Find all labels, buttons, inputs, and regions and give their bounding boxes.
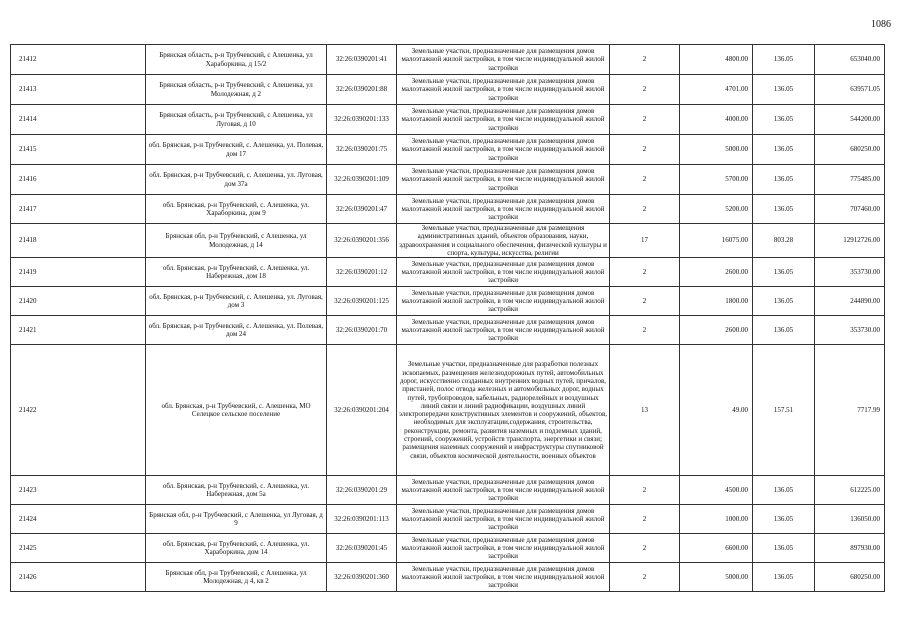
land-purpose-cell: Земельные участки, предназначенные для размещения домов малоэтажной жилой застройки, в том числе индивидуальной жилой застройки xyxy=(397,476,610,505)
unit-price-cell: 136.05 xyxy=(753,165,815,195)
land-purpose-cell: Земельные участки, предназначенные для размещения домов малоэтажной жилой застройки, в том числе индивидуальной жилой застройки xyxy=(397,287,610,316)
table-row xyxy=(11,287,885,316)
address-cell: обл. Брянская, р-н Трубчевский, с. Алешенка, ул. Полевая, дом 17 xyxy=(146,135,327,165)
cadastral-value-cell: 680250.00 xyxy=(815,563,885,592)
purpose-code-cell: 17 xyxy=(610,224,680,258)
address-cell: Брянская область, р-н Трубчевский, с Алешенка, ул Хараборкина, д 15/2 xyxy=(146,45,327,75)
table-row xyxy=(11,135,885,165)
purpose-code-cell: 2 xyxy=(610,534,680,563)
row-id: 21419 xyxy=(11,258,146,287)
unit-price-cell: 136.05 xyxy=(753,287,815,316)
row-id: 21416 xyxy=(11,165,146,195)
area-cell: 4800.00 xyxy=(680,45,753,75)
table-row xyxy=(11,45,885,75)
purpose-code-cell: 2 xyxy=(610,563,680,592)
table-row xyxy=(11,75,885,105)
purpose-code-cell: 2 xyxy=(610,165,680,195)
address-cell: Брянская обл, р-н Трубчевский, с Алешенка, ул Молодежная, д 14 xyxy=(146,224,327,258)
row-id: 21417 xyxy=(11,195,146,224)
purpose-code-cell: 2 xyxy=(610,287,680,316)
area-cell: 5700.00 xyxy=(680,165,753,195)
unit-price-cell: 136.05 xyxy=(753,75,815,105)
purpose-code-cell: 2 xyxy=(610,75,680,105)
table-row xyxy=(11,476,885,505)
table-row xyxy=(11,316,885,345)
land-purpose-cell: Земельные участки, предназначенные для размещения домов малоэтажной жилой застройки, в том числе индивидуальной жилой застройки xyxy=(397,316,610,345)
purpose-code-cell: 2 xyxy=(610,505,680,534)
land-purpose-cell: Земельные участки, предназначенные для размещения домов малоэтажной жилой застройки, в том числе индивидуальной жилой застройки xyxy=(397,105,610,135)
cadastral-value-cell: 653040.00 xyxy=(815,45,885,75)
cadastral-number-cell: 32:26:0390201:204 xyxy=(327,345,397,476)
address-cell: обл. Брянская, р-н Трубчевский, с. Алешенка, ул. Набережная, дом 18 xyxy=(146,258,327,287)
address-cell: обл. Брянская, р-н Трубчевский, с. Алешенка, ул. Хараборкина, дом 14 xyxy=(146,534,327,563)
table-row xyxy=(11,505,885,534)
table-row xyxy=(11,563,885,592)
area-cell: 4500.00 xyxy=(680,476,753,505)
area-cell: 1000.00 xyxy=(680,505,753,534)
cadastral-value-cell: 707460.00 xyxy=(815,195,885,224)
address-cell: Брянская обл, р-н Трубчевский, с Алешенка, ул Молодежная, д 4, кв 2 xyxy=(146,563,327,592)
land-purpose-cell: Земельные участки, предназначенные для разработки полезных ископаемых, размещения железнодорожных путей, автомобильных дорог, искусственно созданных внутренних водных путей, причалов, пристаней, полос отвода железных и автомобильных дорог, водных путей, трубопроводов, кабельных, радиорелейных и воздушных линий связи и линий радиофикации, воздушных линий электропередачи конструктивных элементов и сооружений, объектов, необходимых для эксплуатации,содержания, строительства, реконструкции, ремонта, развития наземных и подземных зданий, строений, сооружений, устройств транспорта, энергетики и связи; размещения наземных сооружений и инфраструктуры спутниковой связи, объектов космической деятельности, военных объектов xyxy=(397,345,610,476)
purpose-code-cell: 2 xyxy=(610,316,680,345)
cadastral-number-cell: 32:26:0390201:133 xyxy=(327,105,397,135)
land-purpose-cell: Земельные участки, предназначенные для размещения домов малоэтажной жилой застройки, в том числе индивидуальной жилой застройки xyxy=(397,534,610,563)
address-cell: обл. Брянская, р-н Трубчевский, с. Алешенка, ул. Луговая, дом 3 xyxy=(146,287,327,316)
unit-price-cell: 136.05 xyxy=(753,105,815,135)
land-purpose-cell: Земельные участки, предназначенные для размещения домов малоэтажной жилой застройки, в том числе индивидуальной жилой застройки xyxy=(397,75,610,105)
table-row xyxy=(11,534,885,563)
purpose-code-cell: 2 xyxy=(610,258,680,287)
row-id: 21414 xyxy=(11,105,146,135)
row-id: 21412 xyxy=(11,45,146,75)
address-cell: обл. Брянская, р-н Трубчевский, с. Алешенка, ул. Луговая, дом 37а xyxy=(146,165,327,195)
area-cell: 16075.00 xyxy=(680,224,753,258)
cadastral-value-table xyxy=(10,44,885,592)
cadastral-value-cell: 136050.00 xyxy=(815,505,885,534)
purpose-code-cell: 2 xyxy=(610,476,680,505)
land-purpose-cell: Земельные участки, предназначенные для размещения домов малоэтажной жилой застройки, в том числе индивидуальной жилой застройки xyxy=(397,258,610,287)
area-cell: 6600.00 xyxy=(680,534,753,563)
purpose-code-cell: 13 xyxy=(610,345,680,476)
unit-price-cell: 136.05 xyxy=(753,45,815,75)
unit-price-cell: 136.05 xyxy=(753,135,815,165)
unit-price-cell: 136.05 xyxy=(753,195,815,224)
unit-price-cell: 136.05 xyxy=(753,563,815,592)
purpose-code-cell: 2 xyxy=(610,105,680,135)
table-row xyxy=(11,195,885,224)
cadastral-number-cell: 32:26:0390201:41 xyxy=(327,45,397,75)
unit-price-cell: 157.51 xyxy=(753,345,815,476)
cadastral-number-cell: 32:26:0390201:113 xyxy=(327,505,397,534)
cadastral-number-cell: 32:26:0390201:29 xyxy=(327,476,397,505)
address-cell: обл. Брянская, р-н Трубчевский, с. Алешенка, ул. Полевая, дом 24 xyxy=(146,316,327,345)
area-cell: 5200.00 xyxy=(680,195,753,224)
land-purpose-cell: Земельные участки, предназначенные для размещения домов малоэтажной жилой застройки, в том числе индивидуальной жилой застройки xyxy=(397,165,610,195)
address-cell: обл. Брянская, р-н Трубчевский, с. Алешенка, ул. Хараборкина, дом 9 xyxy=(146,195,327,224)
land-purpose-cell: Земельные участки, предназначенные для размещения домов малоэтажной жилой застройки, в том числе индивидуальной жилой застройки xyxy=(397,195,610,224)
area-cell: 1800.00 xyxy=(680,287,753,316)
cadastral-value-cell: 680250.00 xyxy=(815,135,885,165)
cadastral-value-cell: 775485.00 xyxy=(815,165,885,195)
cadastral-value-cell: 244890.00 xyxy=(815,287,885,316)
cadastral-value-cell: 639571.05 xyxy=(815,75,885,105)
row-id: 21423 xyxy=(11,476,146,505)
address-cell: Брянская обл, р-н Трубчевский, с Алешенка, ул Луговая, д 9 xyxy=(146,505,327,534)
cadastral-number-cell: 32:26:0390201:125 xyxy=(327,287,397,316)
cadastral-value-cell: 544200.00 xyxy=(815,105,885,135)
purpose-code-cell: 2 xyxy=(610,45,680,75)
cadastral-value-cell: 612225.00 xyxy=(815,476,885,505)
cadastral-number-cell: 32:26:0390201:356 xyxy=(327,224,397,258)
unit-price-cell: 136.05 xyxy=(753,505,815,534)
cadastral-value-cell: 353730.00 xyxy=(815,258,885,287)
table-row xyxy=(11,345,885,476)
land-purpose-cell: Земельные участки, предназначенные для размещения домов малоэтажной жилой застройки, в том числе индивидуальной жилой застройки xyxy=(397,563,610,592)
cadastral-value-cell: 12912726.00 xyxy=(815,224,885,258)
table-row xyxy=(11,165,885,195)
row-id: 21415 xyxy=(11,135,146,165)
address-cell: Брянская область, р-н Трубчевский, с Алешенка, ул Молодежная, д 2 xyxy=(146,75,327,105)
table-row xyxy=(11,258,885,287)
table-row xyxy=(11,224,885,258)
row-id: 21422 xyxy=(11,345,146,476)
table-row xyxy=(11,105,885,135)
cadastral-number-cell: 32:26:0390201:45 xyxy=(327,534,397,563)
area-cell: 4000.00 xyxy=(680,105,753,135)
row-id: 21426 xyxy=(11,563,146,592)
cadastral-number-cell: 32:26:0390201:12 xyxy=(327,258,397,287)
unit-price-cell: 136.05 xyxy=(753,476,815,505)
land-purpose-cell: Земельные участки, предназначенные для размещения административных зданий, объектов образования, науки, здравоохранения и социального обеспечения, физической культуры и спорта, культуры, искусства, религии xyxy=(397,224,610,258)
cadastral-number-cell: 32:26:0390201:88 xyxy=(327,75,397,105)
land-purpose-cell: Земельные участки, предназначенные для размещения домов малоэтажной жилой застройки, в том числе индивидуальной жилой застройки xyxy=(397,45,610,75)
unit-price-cell: 136.05 xyxy=(753,316,815,345)
cadastral-number-cell: 32:26:0390201:109 xyxy=(327,165,397,195)
area-cell: 2600.00 xyxy=(680,258,753,287)
cadastral-value-cell: 897930.00 xyxy=(815,534,885,563)
row-id: 21418 xyxy=(11,224,146,258)
land-purpose-cell: Земельные участки, предназначенные для размещения домов малоэтажной жилой застройки, в том числе индивидуальной жилой застройки xyxy=(397,505,610,534)
row-id: 21425 xyxy=(11,534,146,563)
row-id: 21421 xyxy=(11,316,146,345)
row-id: 21424 xyxy=(11,505,146,534)
unit-price-cell: 136.05 xyxy=(753,534,815,563)
cadastral-value-cell: 353730.00 xyxy=(815,316,885,345)
land-purpose-cell: Земельные участки, предназначенные для размещения домов малоэтажной жилой застройки, в том числе индивидуальной жилой застройки xyxy=(397,135,610,165)
page-number: 1086 xyxy=(871,19,891,30)
unit-price-cell: 136.05 xyxy=(753,258,815,287)
purpose-code-cell: 2 xyxy=(610,195,680,224)
unit-price-cell: 803.28 xyxy=(753,224,815,258)
address-cell: Брянская область, р-н Трубчевский, с Алешенка, ул Луговая, д 10 xyxy=(146,105,327,135)
cadastral-value-cell: 7717.99 xyxy=(815,345,885,476)
row-id: 21413 xyxy=(11,75,146,105)
area-cell: 2600.00 xyxy=(680,316,753,345)
address-cell: обл. Брянская, р-н Трубчевский, с. Алешенка, МО Селецкое сельское поселение xyxy=(146,345,327,476)
area-cell: 5000.00 xyxy=(680,563,753,592)
area-cell: 5000.00 xyxy=(680,135,753,165)
cadastral-number-cell: 32:26:0390201:75 xyxy=(327,135,397,165)
area-cell: 4701.00 xyxy=(680,75,753,105)
cadastral-number-cell: 32:26:0390201:47 xyxy=(327,195,397,224)
cadastral-number-cell: 32:26:0390201:70 xyxy=(327,316,397,345)
cadastral-number-cell: 32:26:0390201:360 xyxy=(327,563,397,592)
area-cell: 49.00 xyxy=(680,345,753,476)
purpose-code-cell: 2 xyxy=(610,135,680,165)
address-cell: обл. Брянская, р-н Трубчевский, с. Алешенка, ул. Набережная, дом 5а xyxy=(146,476,327,505)
row-id: 21420 xyxy=(11,287,146,316)
